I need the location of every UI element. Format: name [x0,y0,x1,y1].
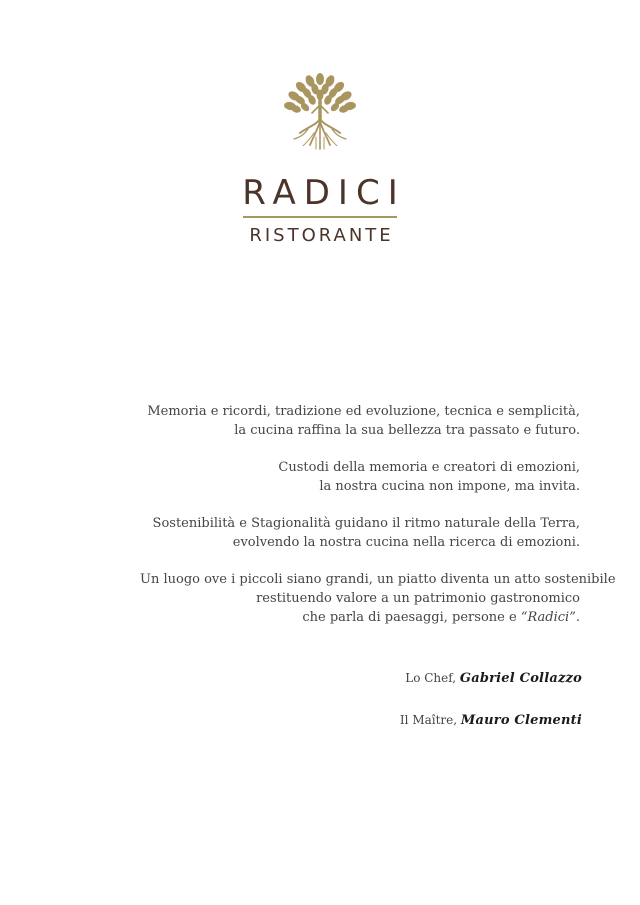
maitre-name: Mauro Clementi [460,713,582,728]
text-line: Un luogo ove i piccoli siano grandi, un piatto diventa un atto sostenibile [140,572,616,587]
tree-logo-icon [280,71,360,151]
text-line: restituendo valore a un patrimonio gastronomico [256,591,580,606]
radici-quote: “Radici” [520,610,576,625]
text-line: la nostra cucina non impone, ma invita. [319,479,580,494]
brand-name: RADICI [242,173,406,213]
text-line: Custodi della memoria e creatori di emozioni, [278,460,580,475]
text-line [140,608,580,627]
paragraph-sostenibilita [140,514,580,552]
text-fragment: . [575,610,580,625]
text-line: Memoria e ricordi, tradizione ed evoluzione, tecnica e semplicità, [147,404,580,419]
philosophy-text [140,402,616,645]
text-line: evolvendo la nostra cucina nella ricerca di emozioni. [232,535,580,550]
brand-divider [243,216,397,218]
text-line: Sostenibilità e Stagionalità guidano il ritmo naturale della Terra, [152,516,580,531]
chef-role: Lo Chef, [405,671,457,685]
paragraph-memoria [140,402,580,440]
text-fragment: che parla di paesaggi, persone e [302,610,521,625]
paragraph-custodi [140,458,580,496]
chef-signature [182,668,582,689]
chef-name: Gabriel Collazzo [459,671,582,686]
maitre-role: Il Maître, [399,713,458,727]
text-line: la cucina raffina la sua bellezza tra passato e futuro. [234,423,580,438]
brand-subtitle: RISTORANTE [249,225,394,246]
maitre-signature [182,710,582,731]
paragraph-luogo [140,570,616,627]
